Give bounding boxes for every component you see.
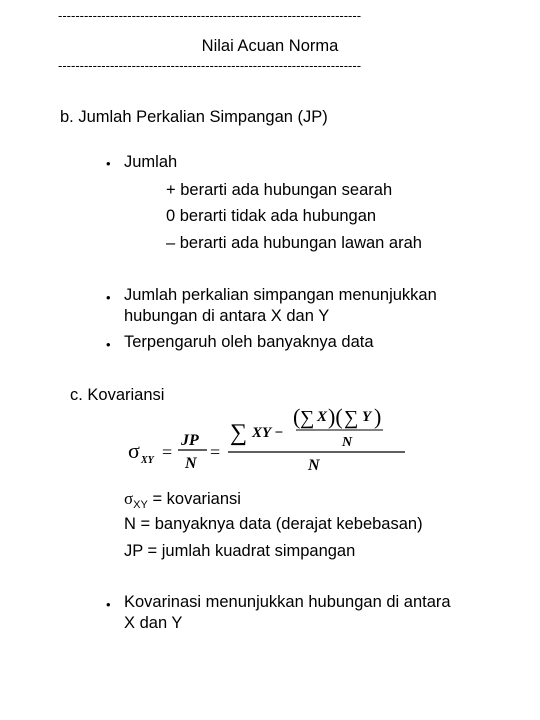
header-top-divider: ----------------------------------------------------------------------: [58, 8, 362, 23]
svg-text:): ): [374, 404, 382, 429]
page-title: Nilai Acuan Norma: [201, 37, 339, 55]
formula-jp: JP: [181, 432, 199, 449]
sub-item-negative: – berarti ada hubungan lawan arah: [166, 234, 422, 252]
bullet-terpengaruh: Terpengaruh oleh banyaknya data: [124, 333, 374, 351]
definition-sigma: [124, 489, 241, 509]
formula-n-2: N: [342, 435, 353, 450]
formula-eq-2: =: [210, 442, 221, 462]
svg-text:(: (: [293, 404, 301, 429]
formula-n-3: N: [308, 457, 320, 474]
bullet-icon: •: [106, 290, 111, 305]
formula-xy-minus: XY −: [252, 425, 284, 441]
svg-text:)(: )(: [328, 404, 343, 429]
definition-sigma-symbol: σ: [124, 489, 134, 508]
sub-item-positive: + berarti ada hubungan searah: [166, 181, 393, 199]
definition-sigma-sub: XY: [133, 499, 148, 511]
bullet-jp-line2: hubungan di antara X dan Y: [124, 307, 330, 325]
formula-sum-2: ∑: [300, 407, 315, 429]
formula-eq-1: =: [162, 442, 173, 462]
section-b-heading: b. Jumlah Perkalian Simpangan (JP): [60, 108, 328, 126]
bullet-icon: •: [106, 337, 111, 352]
formula-x: X: [317, 409, 328, 425]
bullet-icon: •: [106, 156, 111, 171]
formula-sum-3: ∑: [344, 407, 359, 429]
definition-sigma-text: = kovariansi: [152, 490, 241, 508]
bullet-kovariansi-line1: Kovarinasi menunjukkan hubungan di antara: [124, 593, 451, 611]
sub-item-zero: 0 berarti tidak ada hubungan: [166, 207, 377, 225]
header-bottom-divider: ----------------------------------------------------------------------: [58, 58, 362, 73]
covariance-formula: [120, 400, 420, 480]
definition-n: N = banyaknya data (derajat kebebasan): [124, 515, 423, 533]
formula-n-1: N: [185, 455, 197, 472]
formula-sum-1: ∑: [230, 420, 248, 446]
formula-y: Y: [362, 409, 372, 425]
bullet-kovariansi-line2: X dan Y: [124, 614, 183, 632]
definition-jp: JP = jumlah kuadrat simpangan: [124, 542, 356, 560]
formula-sigma: σ: [128, 438, 140, 463]
bullet-jumlah: Jumlah: [124, 153, 178, 171]
formula-sigma-sub: XY: [141, 455, 154, 466]
bullet-icon: •: [106, 597, 111, 612]
bullet-jp-line1: Jumlah perkalian simpangan menunjukkan: [124, 286, 437, 304]
section-c-heading: c. Kovariansi: [70, 386, 165, 404]
